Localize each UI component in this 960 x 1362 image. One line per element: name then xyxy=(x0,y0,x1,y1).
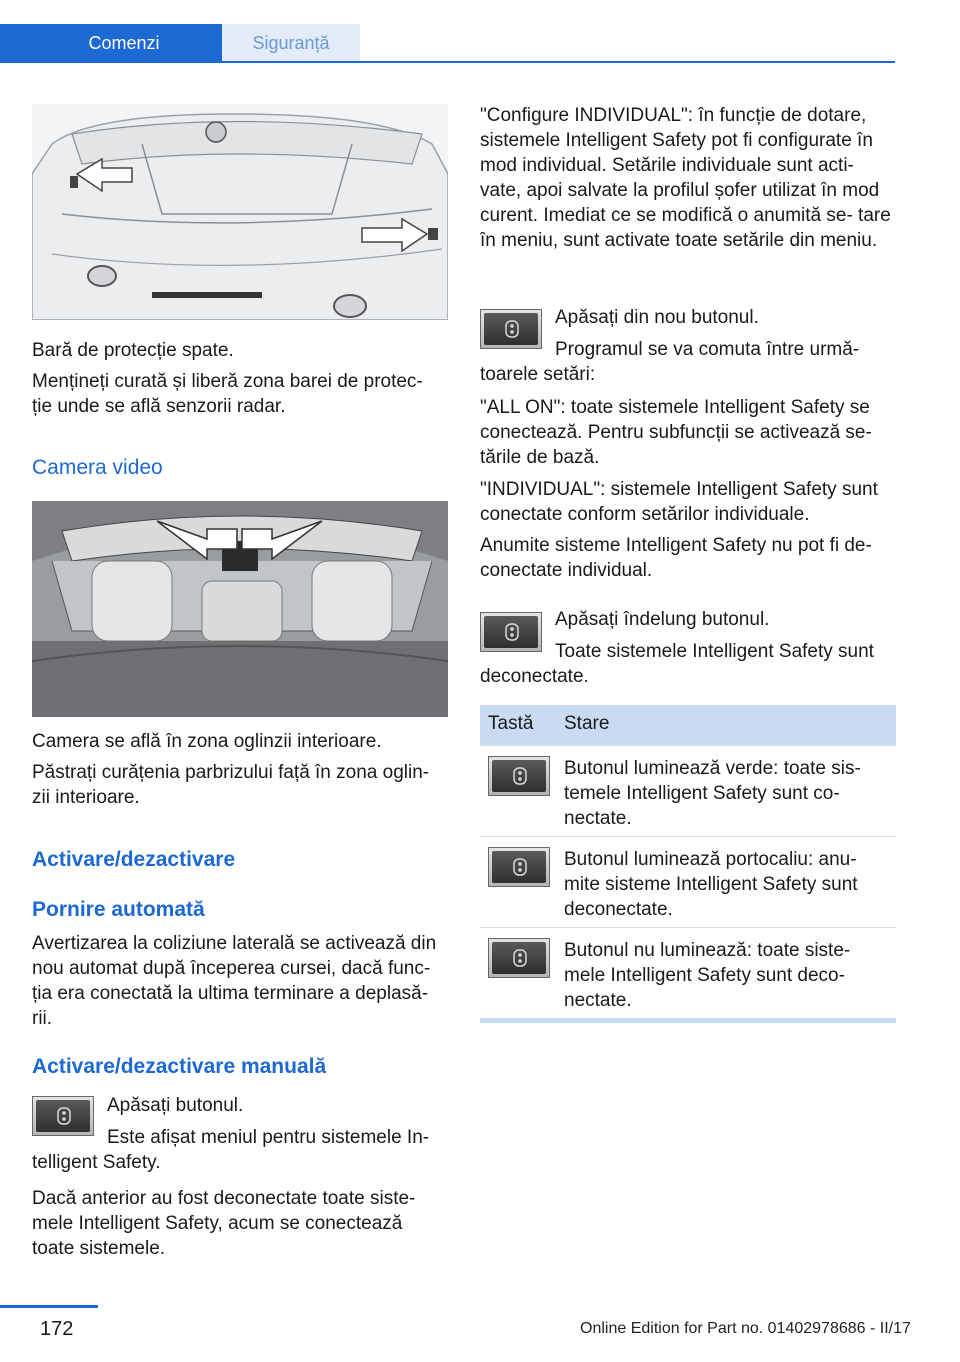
rear-bumper-image xyxy=(32,104,448,320)
all-on-paragraph: "ALL ON": toate sistemele Intelligent Safety se conectează. Pentru subfuncții se activează se‐ tările de bază. xyxy=(480,397,872,468)
individual-text xyxy=(480,477,896,527)
camera-caption: Camera se află în zona oglinzii interioare. xyxy=(32,731,382,752)
toggle-text-block xyxy=(480,337,896,387)
menu-text: Este afișat meniul pentru sistemele In‐ telligent Safety. xyxy=(32,1127,430,1173)
configure-text xyxy=(480,103,896,253)
configure-paragraph: "Configure INDIVIDUAL": în funcție de dotare, sistemele Intelligent Safety pot fi configurate în mod individual. Setările individuale sunt acti‐ vate, apoi salvate la profilul șofer utilizat în mod curent. Imediat ce se modifică o anumită se‐ tare în meniu, sunt activate toate setările din meniu. xyxy=(480,105,891,251)
menu-text-block xyxy=(32,1125,448,1175)
chapter-tabs xyxy=(0,24,895,62)
bumper-text: Mențineți curată și liberă zona barei de protec‐ ție unde se află senzorii radar. xyxy=(32,371,423,417)
press-button-text xyxy=(107,1093,448,1118)
press-again-line: Apăsați din nou butonul. xyxy=(555,307,759,328)
camera-heading: Camera video xyxy=(32,456,163,479)
press-long-text xyxy=(555,607,896,632)
press-long-line: Apăsați îndelung butonul. xyxy=(555,609,770,630)
intelligent-safety-button-icon xyxy=(504,320,520,338)
footer-rule xyxy=(0,1305,98,1308)
intelligent-safety-button-icon xyxy=(512,858,528,876)
page-number: 172 xyxy=(40,1318,74,1340)
press-button-line: Apăsați butonul. xyxy=(107,1095,244,1116)
intelligent-safety-button-icon xyxy=(512,949,528,967)
button-orange-image xyxy=(488,847,550,887)
button-off-image xyxy=(488,938,550,978)
intelligent-safety-button-icon xyxy=(512,767,528,785)
camera-text: Păstrați curățenia parbrizului față în zona oglin‐ zii interioare. xyxy=(32,762,430,808)
table-row xyxy=(480,745,896,836)
table-row xyxy=(480,836,896,927)
camera-text-block xyxy=(32,729,448,810)
table-row xyxy=(480,927,896,1018)
previous-state-paragraph: Dacă anterior au fost deconectate toate siste‐ mele Intelligent Safety, acum se conectează toate sistemele. xyxy=(32,1188,416,1259)
all-off-text: Toate sistemele Intelligent Safety sunt deconectate. xyxy=(480,641,874,687)
table-cell-state: Butonul luminează verde: toate sis‐ temele Intelligent Safety sunt co‐ nectate. xyxy=(564,758,861,829)
bumper-text-block xyxy=(32,338,448,419)
individual-paragraph: "INDIVIDUAL": sistemele Intelligent Safety sunt conectate conform setărilor individuale. xyxy=(480,479,878,525)
press-again-text xyxy=(555,305,896,330)
activation-heading: Activare/dezactivare xyxy=(32,848,236,871)
auto-start-paragraph: Avertizarea la coliziune laterală se activează din nou automat după începerea cursei, dacă func‐ ția era conectată la ultima terminare a deplasă‐ rii. xyxy=(32,933,437,1029)
tab-comenzi[interactable]: Comenzi xyxy=(0,24,222,62)
table-cell-state: Butonul luminează portocaliu: anu‐ mite sisteme Intelligent Safety sunt deconectate. xyxy=(564,849,858,920)
all-off-text-block xyxy=(480,639,896,689)
table-header xyxy=(480,705,896,745)
camera-image xyxy=(32,501,448,717)
some-systems-text xyxy=(480,533,896,583)
table-bottom-rule xyxy=(480,1018,896,1023)
table-header-key: Tastă xyxy=(488,713,534,734)
previous-state-text xyxy=(32,1186,448,1261)
bumper-caption: Bară de protecție spate. xyxy=(32,340,234,361)
tab-siguranta[interactable]: Siguranță xyxy=(222,24,360,62)
all-on-text xyxy=(480,395,896,470)
button-state-table xyxy=(480,705,896,1023)
edition-text: Online Edition for Part no. 01402978686 - II/17 xyxy=(580,1320,911,1337)
intelligent-safety-button-icon xyxy=(56,1107,72,1125)
manual-heading: Activare/dezactivare manuală xyxy=(32,1055,327,1078)
auto-start-text xyxy=(32,931,448,1031)
table-cell-state: Butonul nu luminează: toate siste‐ mele Intelligent Safety sunt deco‐ nectate. xyxy=(564,940,851,1011)
auto-start-heading: Pornire automată xyxy=(32,898,205,921)
toggle-text: Programul se va comuta între urmă‐ toarele setări: xyxy=(480,339,860,385)
button-green-image xyxy=(488,756,550,796)
tab-underline xyxy=(0,61,895,63)
some-systems-paragraph: Anumite sisteme Intelligent Safety nu pot fi de‐ conectate individual. xyxy=(480,535,872,581)
table-header-state: Stare xyxy=(564,713,610,734)
